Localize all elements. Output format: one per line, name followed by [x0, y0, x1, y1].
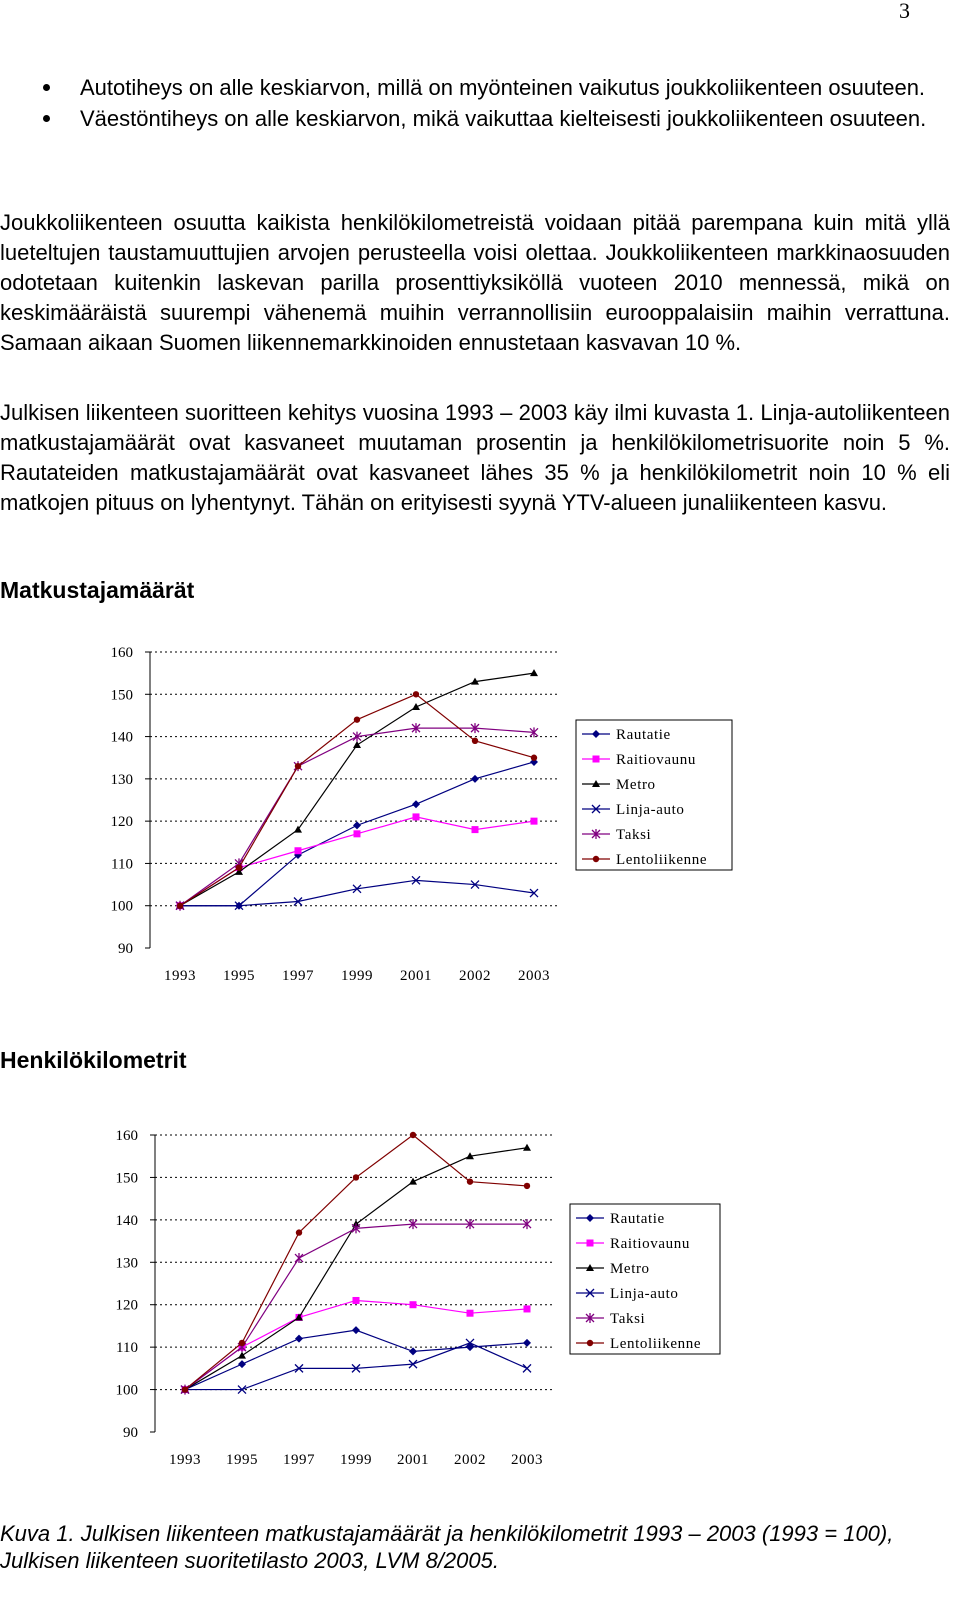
legend-label: Linja-auto — [610, 1286, 679, 1302]
x-tick-label: 2001 — [397, 1452, 429, 1468]
data-point — [472, 826, 479, 833]
series-metro — [181, 1144, 531, 1393]
y-tick-label: 100 — [110, 898, 133, 915]
series-line — [180, 728, 534, 906]
bullet-icon — [43, 84, 50, 91]
data-point — [353, 741, 361, 748]
y-tick-label: 140 — [115, 1212, 138, 1229]
legend-marker — [587, 1240, 594, 1247]
data-point — [294, 826, 302, 833]
legend-label: Lentoliikenne — [610, 1336, 702, 1352]
legend — [570, 1204, 720, 1354]
x-tick-label: 2002 — [459, 968, 491, 984]
y-tick-label: 130 — [115, 1255, 138, 1272]
y-tick-label: 100 — [115, 1382, 138, 1399]
data-point — [182, 1386, 188, 1392]
data-point — [353, 1297, 360, 1304]
x-tick-label: 1997 — [282, 968, 314, 984]
data-point — [410, 1301, 417, 1308]
series-taksi — [176, 723, 538, 911]
series-line — [180, 880, 534, 905]
data-point — [412, 800, 420, 808]
page-number: 3 — [899, 0, 910, 23]
chart-heading: Matkustajamäärät — [0, 577, 195, 603]
legend-marker — [593, 856, 599, 862]
legend-label: Rautatie — [610, 1211, 665, 1227]
data-point — [410, 1132, 416, 1138]
paragraph: Joukkoliikenteen osuutta kaikista henkilökilometreistä voidaan pitää parempana kuin mitä yllä lueteltujen taustamuuttujien arvojen perusteella voisi olettaa. Joukkoliikenteen markkinaosuuden odotetaan kuitenkin laskevan parilla prosenttiyksiköllä vuoteen 2010 mennessä, mikä on keskimääräistä suurempi vähenemä muihin verrannollisiin eurooppalaisiin maihin verrattuna. Samaan aikaan Suomen liikennemarkkinoiden ennustetaan kasvavan 10 %. — [0, 210, 950, 355]
legend-label: Raitiovaunu — [616, 752, 696, 768]
x-tick-label: 2001 — [400, 968, 432, 984]
data-point — [524, 1183, 530, 1189]
legend-label: Taksi — [616, 827, 652, 843]
y-tick-label: 120 — [110, 814, 133, 831]
x-tick-label: 1997 — [283, 1452, 315, 1468]
legend-label: Metro — [610, 1261, 650, 1277]
chart-heading: Henkilökilometrit — [0, 1047, 187, 1073]
legend-label: Taksi — [610, 1311, 646, 1327]
data-point — [530, 669, 538, 676]
y-tick-label: 110 — [111, 856, 133, 873]
series-line — [185, 1224, 527, 1389]
data-point — [354, 716, 360, 722]
data-point — [296, 1229, 302, 1235]
y-tick-label: 90 — [118, 941, 133, 957]
series-linja-auto — [176, 876, 538, 909]
data-point — [354, 830, 361, 837]
x-tick-label: 2002 — [454, 1452, 486, 1468]
series-line — [185, 1330, 527, 1389]
legend-marker — [587, 1340, 593, 1346]
data-point — [295, 1335, 303, 1343]
series-line — [185, 1148, 527, 1390]
legend-label: Lentoliikenne — [616, 852, 708, 868]
series-raitiovaunu — [182, 1297, 531, 1393]
y-tick-label: 110 — [116, 1340, 138, 1357]
data-point — [352, 1326, 360, 1334]
legend-label: Raitiovaunu — [610, 1236, 690, 1252]
bullet-icon — [43, 115, 50, 122]
data-point — [523, 1339, 531, 1347]
legend-label: Metro — [616, 777, 656, 793]
x-tick-label: 1995 — [223, 968, 255, 984]
data-point — [177, 903, 183, 909]
x-tick-label: 1995 — [226, 1452, 258, 1468]
data-point — [236, 864, 242, 870]
bullet-text: Autotiheys on alle keskiarvon, millä on myönteinen vaikutus joukkoliikenteen osuuteen. — [80, 75, 926, 100]
series-rautatie — [181, 1326, 531, 1393]
series-line — [180, 817, 534, 906]
data-point — [413, 813, 420, 820]
data-point — [409, 1178, 417, 1185]
data-point — [523, 1144, 531, 1151]
data-point — [413, 691, 419, 697]
y-tick-label: 150 — [115, 1170, 138, 1187]
data-point — [295, 763, 301, 769]
y-tick-label: 160 — [115, 1128, 138, 1144]
data-point — [238, 1352, 246, 1359]
bullet-list — [0, 72, 950, 134]
data-point — [531, 818, 538, 825]
y-tick-label: 160 — [110, 645, 133, 661]
y-tick-label: 90 — [123, 1425, 138, 1441]
bullet-text: Väestöntiheys on alle keskiarvon, mikä vaikuttaa kielteisesti joukkoliikenteen osuuteen. — [80, 106, 927, 131]
series-line — [180, 694, 534, 905]
data-point — [467, 1310, 474, 1317]
data-point — [531, 755, 537, 761]
y-tick-label: 140 — [110, 729, 133, 746]
x-tick-label: 1999 — [341, 968, 373, 984]
paragraph: Julkisen liikenteen suoritteen kehitys vuosina 1993 – 2003 käy ilmi kuvasta 1. Linja-autoliikenteen matkustajamäärät ovat kasvaneet muutaman prosentin ja henkilökilometrisuorite noin 5 %. Rautateiden matkustajamäärät ovat kasvaneet lähes 35 % ja henkilökilometrit noin 10 % eli matkojen pituus on lyhentynyt. Tähän on erityisesti syynä YTV-alueen junaliikenteen kasvu. — [0, 400, 950, 515]
data-point — [295, 847, 302, 854]
x-tick-label: 2003 — [511, 1452, 543, 1468]
legend — [576, 720, 732, 870]
data-point — [238, 1360, 246, 1368]
data-point — [412, 703, 420, 710]
data-point — [523, 1364, 531, 1372]
x-tick-label: 1999 — [340, 1452, 372, 1468]
data-point — [239, 1340, 245, 1346]
figure-caption: Kuva 1. Julkisen liikenteen matkustajamäärät ja henkilökilometrit 1993 – 2003 (1993 = 100), Julkisen liikenteen suoritetilasto 2003, LVM 8/2005. — [0, 1521, 894, 1573]
x-tick-label: 1993 — [169, 1452, 201, 1468]
line-chart-henkilokilometrit — [0, 1112, 950, 1487]
legend-label: Rautatie — [616, 727, 671, 743]
data-point — [353, 1174, 359, 1180]
bullet-item — [0, 103, 950, 134]
data-point — [467, 1178, 473, 1184]
data-point — [472, 738, 478, 744]
data-point — [409, 1347, 417, 1355]
legend-marker — [593, 756, 600, 763]
legend-label: Linja-auto — [616, 802, 685, 818]
line-chart-matkustajamaarat — [0, 630, 950, 1000]
x-tick-label: 2003 — [518, 968, 550, 984]
bullet-item — [0, 72, 950, 103]
data-point — [471, 775, 479, 783]
data-point — [295, 1253, 303, 1263]
data-point — [524, 1305, 531, 1312]
y-tick-label: 130 — [110, 771, 133, 788]
x-tick-label: 1993 — [164, 968, 196, 984]
y-tick-label: 150 — [110, 687, 133, 704]
y-tick-label: 120 — [115, 1297, 138, 1314]
data-point — [353, 821, 361, 829]
